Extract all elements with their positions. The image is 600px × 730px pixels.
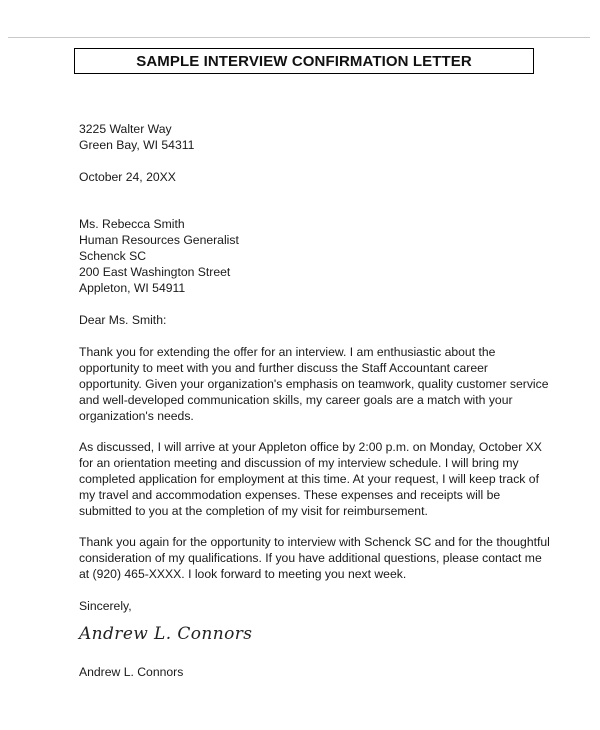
paragraph-line: at (920) 465-XXXX. I look forward to meeting you next week.: [79, 567, 407, 581]
paragraph-line: completed application for employment at this time. At your request, I will keep track of: [79, 472, 539, 486]
paragraph-line: opportunity. Given your organization's emphasis on teamwork, quality customer service: [79, 377, 549, 391]
sender-address-line: 3225 Walter Way: [79, 122, 172, 136]
sender-address: [79, 121, 539, 153]
sender-address-line: Green Bay, WI 54311: [79, 138, 195, 152]
recipient-line: Appleton, WI 54911: [79, 281, 186, 295]
paragraph-line: organization's needs.: [79, 409, 194, 423]
letter-date: October 24, 20XX: [79, 170, 176, 184]
paragraph-line: opportunity to meet with you and further discuss the Staff Accountant career: [79, 361, 488, 375]
recipient-line: Ms. Rebecca Smith: [79, 217, 185, 231]
paragraph-line: Thank you for extending the offer for an interview. I am enthusiastic about the: [79, 345, 496, 359]
top-divider: [8, 37, 590, 38]
printed-name: Andrew L. Connors: [79, 665, 184, 679]
recipient-line: 200 East Washington Street: [79, 265, 231, 279]
paragraph-line: for an orientation meeting and discussion of my interview schedule. I will bring my: [79, 456, 519, 470]
paragraph-line: my travel and accommodation expenses. These expenses and receipts will be: [79, 488, 501, 502]
paragraph-intro: [79, 344, 549, 424]
letter-body: [79, 121, 550, 680]
letter-title: SAMPLE INTERVIEW CONFIRMATION LETTER: [74, 48, 534, 74]
paragraph-closing: [79, 534, 550, 582]
paragraph-line: submitted to you at the completion of my visit for reimbursement.: [79, 504, 428, 518]
salutation: Dear Ms. Smith:: [79, 313, 167, 327]
recipient-address: [79, 216, 539, 296]
handwritten-signature: Andrew L. Connors: [79, 624, 253, 644]
recipient-line: Human Resources Generalist: [79, 233, 239, 247]
recipient-line: Schenck SC: [79, 249, 147, 263]
complimentary-close: Sincerely,: [79, 599, 132, 613]
paragraph-line: As discussed, I will arrive at your Appleton office by 2:00 p.m. on Monday, October XX: [79, 440, 542, 454]
paragraph-line: and well-developed communication skills, my career goals are a match with your: [79, 393, 513, 407]
paragraph-line: Thank you again for the opportunity to interview with Schenck SC and for the thoughtful: [79, 535, 550, 549]
paragraph-line: consideration of my qualifications. If you have additional questions, please contact me: [79, 551, 542, 565]
paragraph-logistics: [79, 439, 542, 519]
